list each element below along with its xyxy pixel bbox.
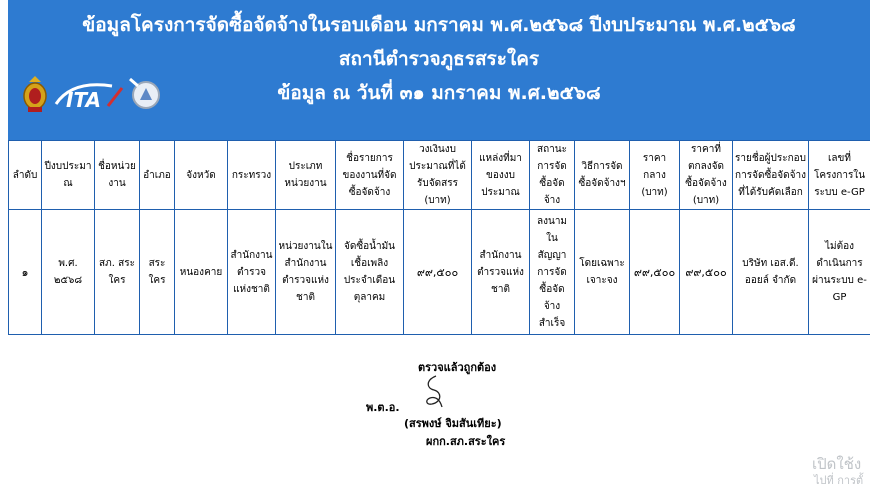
activation-watermark-line1: เปิดใช้ง: [812, 452, 861, 476]
column-header: สถานะการจัดซื้อจัดจ้าง: [530, 141, 575, 210]
header-title-line3: ข้อมูล ณ วันที่ ๓๑ มกราคม พ.ศ.๒๕๖๘: [8, 78, 870, 108]
table-cell: ๙๙,๕๐๐: [630, 210, 680, 335]
table-cell: สภ. สระใคร: [95, 210, 140, 335]
table-cell: ๑: [9, 210, 42, 335]
table-cell: สำนักงานตำรวจแห่งชาติ: [472, 210, 530, 335]
rank-label: พ.ต.อ.: [366, 398, 400, 416]
table-row: [9, 210, 870, 335]
table-cell: สำนักงานตำรวจแห่งชาติ: [228, 210, 276, 335]
header-banner: [8, 0, 870, 140]
column-header: อำเภอ: [140, 141, 175, 210]
column-header: จังหวัด: [175, 141, 228, 210]
header-title-line2: สถานีตำรวจภูธรสระใคร: [8, 44, 870, 74]
signature-icon: [422, 374, 446, 410]
table-cell: ลงนามในสัญญาการจัดซื้อจัดจ้างสำเร็จ: [530, 210, 575, 335]
column-header: วิธีการจัดซื้อจัดจ้างฯ: [575, 141, 630, 210]
table-cell: โดยเฉพาะเจาะจง: [575, 210, 630, 335]
column-header: รายชื่อผู้ประกอบการจัดซื้อจัดจ้างที่ได้รับคัดเลือก: [733, 141, 809, 210]
table-cell: บริษัท เอส.ดี. ออยล์ จำกัด: [733, 210, 809, 335]
table-cell: ๙๙,๕๐๐: [680, 210, 733, 335]
activation-watermark-line2: ไปที่ การตั้: [814, 471, 863, 489]
column-header: ราคาที่ตกลงจัดซื้อจัดจ้าง (บาท): [680, 141, 733, 210]
table-cell: จัดซื้อน้ำมันเชื้อเพลิงประจำเดือนตุลาคม: [336, 210, 404, 335]
checked-label: ตรวจแล้วถูกต้อง: [418, 358, 496, 376]
column-header: เลขที่โครงการในระบบ e-GP: [809, 141, 870, 210]
table-cell: สระใคร: [140, 210, 175, 335]
column-header: วงเงินงบประมาณที่ได้รับจัดสรร (บาท): [404, 141, 472, 210]
table-cell: ๙๙,๕๐๐: [404, 210, 472, 335]
column-header: ประเภทหน่วยงาน: [276, 141, 336, 210]
table-cell: หน่วยงานในสำนักงานตำรวจแห่งชาติ: [276, 210, 336, 335]
table-header-row: [9, 141, 870, 210]
column-header: ราคากลาง (บาท): [630, 141, 680, 210]
signatory-position: ผกก.สภ.สระใคร: [426, 432, 505, 450]
table-cell: พ.ศ. ๒๕๖๘: [42, 210, 95, 335]
column-header: ชื่อรายการของงานที่จัดซื้อจัดจ้าง: [336, 141, 404, 210]
column-header: ชื่อหน่วยงาน: [95, 141, 140, 210]
procurement-table: [8, 140, 870, 335]
column-header: กระทรวง: [228, 141, 276, 210]
signatory-name: (สรพงษ์ จิมสันเทียะ): [404, 414, 502, 432]
table-cell: ไม่ต้องดำเนินการผ่านระบบ e-GP: [809, 210, 870, 335]
header-title-line1: ข้อมูลโครงการจัดซื้อจัดจ้างในรอบเดือน มกราคม พ.ศ.๒๕๖๘ ปีงบประมาณ พ.ศ.๒๕๖๘: [8, 10, 870, 40]
column-header: ปีงบประมาณ: [42, 141, 95, 210]
table-cell: หนองคาย: [175, 210, 228, 335]
ita-logo-text: ITA: [66, 88, 101, 112]
column-header: ลำดับ: [9, 141, 42, 210]
column-header: แหล่งที่มาของงบประมาณ: [472, 141, 530, 210]
